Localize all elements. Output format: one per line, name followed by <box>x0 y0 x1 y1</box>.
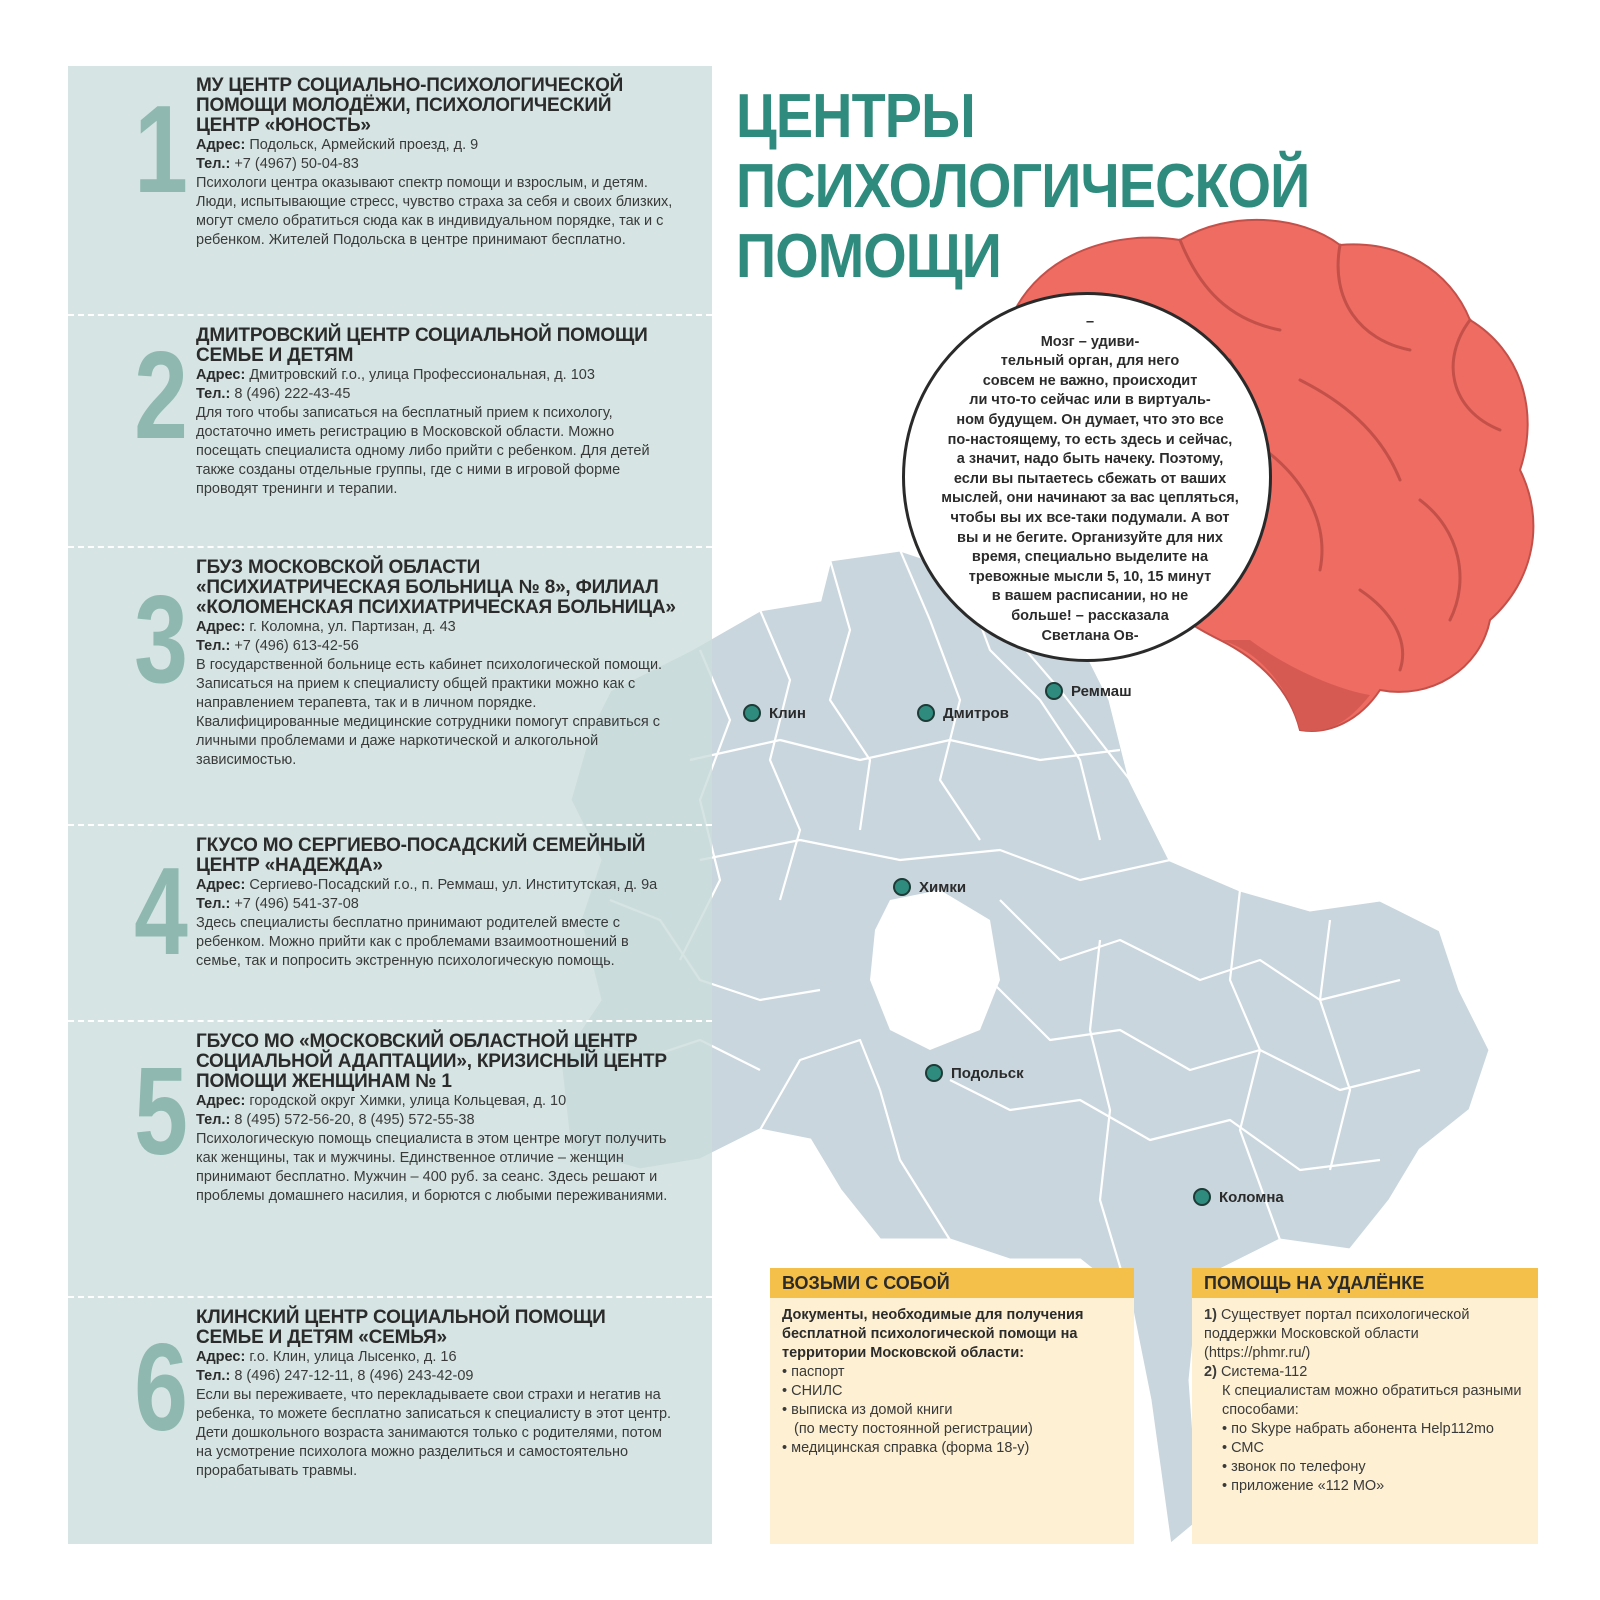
list-item: • медицинская справка (форма 18-у) <box>782 1439 1122 1458</box>
methods-list <box>1204 1420 1526 1496</box>
list-item: • звонок по телефону <box>1222 1458 1526 1477</box>
center-phone: 8 (495) 572-56-20, 8 (495) 572-55-38 <box>234 1112 475 1128</box>
city-label: Реммаш <box>1071 682 1132 700</box>
page-title <box>736 82 1310 292</box>
phone-label: Тел.: <box>196 156 231 172</box>
center-number: 4 <box>134 843 188 981</box>
box-header: ПОМОЩЬ НА УДАЛЁНКЕ <box>1192 1268 1538 1298</box>
item-description: К специалистам можно обратиться разными способами: <box>1222 1383 1522 1418</box>
center-name: ГБУЗ МОСКОВСКОЙ ОБЛАСТИ «ПСИХИАТРИЧЕСКАЯ БОЛЬНИЦА № 8», ФИЛИАЛ «КОЛОМЕНСКАЯ ПСИХИАТРИЧЕСКАЯ БОЛЬНИЦА» <box>196 557 676 618</box>
location-pin-icon <box>743 704 761 722</box>
center-number: 3 <box>134 571 188 709</box>
address-label: Адрес: <box>196 619 246 635</box>
center-description: Психологи центра оказывают спектр помощи и взрослым, и детям. Люди, испытывающие стресс, чувство страха за себя и своих близких, могут смело обратиться сюда как в индивидуальном порядке, так и с ребенком. Жителей Подольска в центре принимают бесплатно. <box>196 175 673 248</box>
city-label: Коломна <box>1219 1188 1284 1206</box>
center-phone: 8 (496) 247-12-11, 8 (496) 243-42-09 <box>234 1368 474 1384</box>
phone-label: Тел.: <box>196 1368 231 1384</box>
address-label: Адрес: <box>196 877 246 893</box>
list-item: • паспорт <box>782 1363 1122 1382</box>
list-item: • СМС <box>1222 1439 1526 1458</box>
item-number: 2) <box>1204 1364 1217 1380</box>
city-marker-podolsk <box>925 1064 1024 1082</box>
remote-item-2 <box>1204 1363 1526 1382</box>
center-name: ГКУСО МО СЕРГИЕВО-ПОСАДСКИЙ СЕМЕЙНЫЙ ЦЕНТР «НАДЕЖДА» <box>196 835 646 876</box>
phone-label: Тел.: <box>196 386 231 402</box>
city-marker-kolomna <box>1193 1188 1284 1206</box>
title-line: ПСИХОЛОГИЧЕСКОЙ <box>736 152 1310 221</box>
list-item: • выписка из домой книги <box>782 1401 1122 1420</box>
center-name: МУ ЦЕНТР СОЦИАЛЬНО-ПСИХОЛОГИЧЕСКОЙ ПОМОЩИ МОЛОДЁЖИ, ПСИХОЛОГИЧЕСКИЙ ЦЕНТР «ЮНОСТЬ» <box>196 75 624 136</box>
city-label: Клин <box>769 704 806 722</box>
center-phone: +7 (4967) 50-04-83 <box>234 156 359 172</box>
documents-list <box>782 1363 1122 1458</box>
item-text: Система-112 <box>1220 1364 1308 1380</box>
center-name: ГБУСО МО «МОСКОВСКИЙ ОБЛАСТНОЙ ЦЕНТР СОЦИАЛЬНОЙ АДАПТАЦИИ», КРИЗИСНЫЙ ЦЕНТР ПОМОЩИ ЖЕНЩИНАМ № 1 <box>196 1031 667 1092</box>
item-number: 1) <box>1204 1307 1217 1323</box>
title-line: ЦЕНТРЫ <box>736 82 975 151</box>
center-entry-2 <box>68 314 712 548</box>
center-phone: +7 (496) 613-42-56 <box>234 638 359 654</box>
phone-label: Тел.: <box>196 896 231 912</box>
center-description: В государственной больнице есть кабинет психологической помощи. Записаться на прием к специалисту общей практики можно как с направлением терапевта, так и в личном порядке. Квалифицированные медицинские сотрудники помогут справиться с личными проблемами и даже наркотической и алкогольной зависимостью. <box>196 657 663 768</box>
center-address: г. Коломна, ул. Партизан, д. 43 <box>249 619 456 635</box>
center-number: 1 <box>134 81 188 219</box>
center-description: Психологическую помощь специалиста в этом центре могут получить как женщины, так и мужчины. Единственное отличие – женщин принимают бесплатно. Мужчин – 400 руб. за сеанс. Здесь решают и проблемы домашнего насилия, и борются с любыми переживаниями. <box>196 1131 668 1204</box>
center-phone: +7 (496) 541-37-08 <box>234 896 359 912</box>
city-marker-khimki <box>893 878 966 896</box>
center-address: Подольск, Армейский проезд, д. 9 <box>249 137 479 153</box>
center-name: ДМИТРОВСКИЙ ЦЕНТР СОЦИАЛЬНОЙ ПОМОЩИ СЕМЬЕ И ДЕТЯМ <box>196 325 648 366</box>
location-pin-icon <box>1193 1188 1211 1206</box>
center-entry-5 <box>68 1020 712 1298</box>
phone-label: Тел.: <box>196 1112 231 1128</box>
center-description: Для того чтобы записаться на бесплатный прием к психологу, достаточно иметь регистрацию в Московской области. Можно посещать специалиста одному либо прийти с ребенком. Для детей также созданы отдельные группы, где с ними в игровой форме проводят тренинги и терапии. <box>196 405 650 497</box>
list-item: • СНИЛС <box>782 1382 1122 1401</box>
address-label: Адрес: <box>196 1093 246 1109</box>
center-name: КЛИНСКИЙ ЦЕНТР СОЦИАЛЬНОЙ ПОМОЩИ СЕМЬЕ И ДЕТЯМ «СЕМЬЯ» <box>196 1307 606 1348</box>
centers-panel <box>68 66 712 1544</box>
location-pin-icon <box>893 878 911 896</box>
address-label: Адрес: <box>196 137 246 153</box>
item-text: Существует портал психологической поддержки Московской области (https://phmr.ru/) <box>1204 1307 1470 1361</box>
center-address: городской округ Химки, улица Кольцевая, д. 10 <box>249 1093 567 1109</box>
center-entry-3 <box>68 546 712 826</box>
take-with-you-box <box>770 1268 1134 1544</box>
city-label: Дмитров <box>943 704 1009 722</box>
city-marker-dmitrov <box>917 704 1009 722</box>
address-label: Адрес: <box>196 367 246 383</box>
quote-bubble <box>902 292 1272 662</box>
center-entry-4 <box>68 824 712 1022</box>
city-label: Химки <box>919 878 967 896</box>
center-number: 6 <box>134 1319 188 1457</box>
center-address: Дмитровский г.о., улица Профессиональная, д. 103 <box>249 367 595 383</box>
center-number: 5 <box>134 1043 188 1181</box>
center-entry-6 <box>68 1296 712 1546</box>
quote-text: – Мозг – удиви- тельный орган, для него совсем не важно, происходит ли что-то сейчас или в виртуаль- ном будущем. Он думает, что это все по-настоящему, то есть здесь и сейчас, а значит, надо быть начеку. Поэтому, если вы пытаетесь сбежать от ваших мыслей, они начинают за вас цепляться, чтобы вы их все-таки подумали. А вот вы и не бегите. Организуйте для них время, специально выделите на тревожные мысли 5, 10, 15 минут в вашем расписании, но не больше! – рассказала Светлана Ов- <box>941 314 1239 644</box>
address-label: Адрес: <box>196 1349 246 1365</box>
location-pin-icon <box>925 1064 943 1082</box>
box-lead: Документы, необходимые для получения бесплатной психологической помощи на территории Московской области: <box>782 1307 1084 1361</box>
center-description: Если вы переживаете, что перекладываете свои страхи и негатив на ребенка, то можете бесплатно записаться к специалисту в этот центр. Дети дошкольного возраста занимаются только с родителями, потом на усмотрение психолога можно разделиться и самостоятельно прорабатывать травмы. <box>196 1387 672 1479</box>
center-entry-1 <box>68 66 712 314</box>
remote-item-1 <box>1204 1306 1526 1363</box>
city-marker-klin <box>743 704 806 722</box>
city-marker-remmash <box>1045 682 1132 700</box>
list-item-note: (по месту постоянной регистрации) <box>794 1421 1033 1437</box>
location-pin-icon <box>1045 682 1063 700</box>
list-item: • по Skype набрать абонента Help112mo <box>1222 1420 1526 1439</box>
city-label: Подольск <box>951 1064 1024 1082</box>
remote-help-box <box>1192 1268 1538 1544</box>
center-address: г.о. Клин, улица Лысенко, д. 16 <box>249 1349 457 1365</box>
center-address: Сергиево-Посадский г.о., п. Реммаш, ул. Институтская, д. 9а <box>249 877 658 893</box>
center-description: Здесь специалисты бесплатно принимают родителей вместе с ребенком. Можно прийти как с проблемами взаимоотношений в семье, так и попросить экстренную психологическую помощь. <box>196 915 629 969</box>
center-number: 2 <box>134 327 188 465</box>
box-header: ВОЗЬМИ С СОБОЙ <box>770 1268 1134 1298</box>
list-item: • приложение «112 МО» <box>1222 1477 1526 1496</box>
phone-label: Тел.: <box>196 638 231 654</box>
title-line: ПОМОЩИ <box>736 222 1001 291</box>
center-phone: 8 (496) 222-43-45 <box>234 386 351 402</box>
location-pin-icon <box>917 704 935 722</box>
